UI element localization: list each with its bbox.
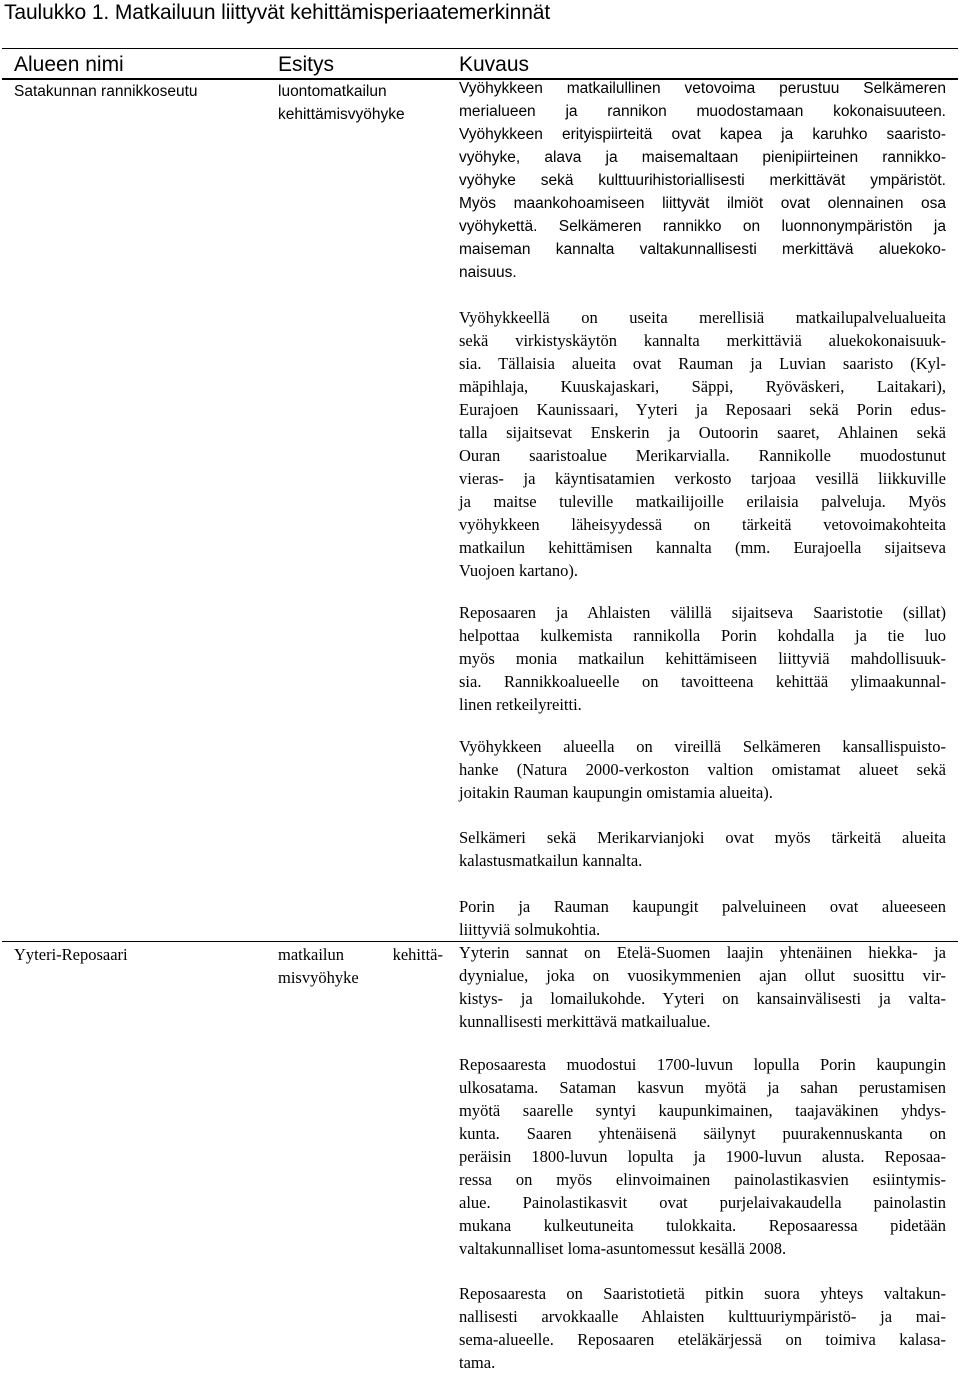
desc-line: dyynialue, joka on vuosikymmenien ajan ollut suosittu vir- [459,966,946,985]
row1-description-fishing [459,828,946,874]
desc-line: Yyterin sannat on Etelä-Suomen laajin yhtenäinen hiekka- ja [459,943,946,962]
desc-line: nallisesti arvokkaalle Ahlaisten kulttuuriympäristö- ja mai- [459,1307,946,1326]
desc-line: kunta. Saaren yhtenäisenä säilynyt puurakennuskanta on [459,1124,946,1143]
row2-description-reposaari [459,1055,946,1262]
row2-presentation-text: matkailun kehittä- [278,945,443,964]
desc-line: mukana kulkeutuneita tulokkaita. Reposaaressa pidetään [459,1216,946,1235]
desc-line: Vyöhykkeellä on useita merellisiä matkailupalvelualueita [459,308,946,327]
desc-line: merialueen ja rannikon muodostamaan kokonaisuuteen. [459,103,946,120]
desc-line: sema-alueelle. Reposaaren eteläkärjessä on toimiva kalasa- [459,1330,946,1349]
top-rule [2,48,958,49]
desc-line: kunnallisesti merkittävä matkailualue. [459,1012,711,1031]
table-caption: Taulukko 1. Matkailuun liittyvät kehittämisperiaatemerkinnät [4,1,551,24]
desc-line: myötä saarelle syntyi kaupunkimainen, taajaväkinen yhdys- [459,1101,946,1120]
desc-line: vyöhykettä. Selkämeren rannikko on luonnonympäristön ja [459,218,946,235]
row2-description-yyteri [459,943,946,1035]
desc-line: helpottaa kulkemista rannikolla Porin kohdalla ja tie luo [459,626,946,645]
row1-presentation-line2: kehittämisvyöhyke [278,106,405,123]
desc-line: vyöhyke sekä kulttuurihistoriallisesti merkittävät ympäristöt. [459,172,946,189]
row2-description-connection [459,1284,946,1376]
desc-line: Ouran saaristoalue Merikarvialla. Rannikolle muodostunut [459,446,946,465]
row1-description-intro [459,80,946,287]
desc-line: ressa on myös elinvoimainen painolastikasvien esiintymis- [459,1170,946,1189]
desc-line: Selkämeri sekä Merikarvianjoki ovat myös tärkeitä alueita [459,828,946,847]
desc-line: vieras- ja käyntisatamien verkosto tarjoaa vesillä liikkuville [459,469,946,488]
desc-line: sekä virkistyskäytön kannalta merkittäviä aluekokonaisuuk- [459,331,946,350]
desc-line: myös monia matkailun kehittämiseen liittyviä mahdollisuuk- [459,649,946,668]
desc-line: Myös maankohoamiseen liittyvät ilmiöt ovat olennainen osa [459,195,946,212]
row2-area-name: Yyteri-Reposaari [14,945,128,964]
column-header-area-name: Alueen nimi [14,53,124,76]
desc-line: Reposaaresta on Saaristotietä pitkin suora yhteys valtakun- [459,1284,946,1303]
row2-presentation-line2: misvyöhyke [278,968,359,987]
desc-line: matkailun kehittämisen kannalta (mm. Eurajoella sijaitseva [459,538,946,557]
desc-line: maiseman kannalta valtakunnallisesti merkittävä aluekoko- [459,241,946,258]
desc-line: peräisin 1800-luvun lopulta ja 1900-luvun alusta. Reposaa- [459,1147,946,1166]
desc-line: linen retkeilyreitti. [459,695,582,714]
desc-line: valtakunnalliset loma-asuntomessut kesällä 2008. [459,1239,787,1258]
desc-line: Porin ja Rauman kaupungit palveluineen ovat alueeseen [459,897,946,916]
desc-line: Vyöhykkeen alueella on vireillä Selkämeren kansallispuisto- [459,737,946,756]
desc-line: Eurajoen Kaunissaari, Yyteri ja Reposaari sekä Porin edus- [459,400,946,419]
desc-line: hanke (Natura 2000-verkoston valtion omistamat alueet sekä [459,760,946,779]
row-divider [2,941,958,942]
desc-line: joitakin Rauman kaupungin omistamia alueita). [459,783,773,802]
row1-description-archipelago-road [459,603,946,718]
row1-description-service-areas [459,308,946,584]
desc-line: mäpihlaja, Kuuskajaskari, Säppi, Ryöväskeri, Laitakari), [459,377,946,396]
desc-line: alue. Painolastikasvit ovat purjelaivakaudella painolastin [459,1193,946,1212]
desc-line: tama. [459,1353,496,1372]
desc-line: Reposaaren ja Ahlaisten välillä sijaitseva Saaristotie (sillat) [459,603,946,622]
desc-line: Vuojoen kartano). [459,561,579,580]
row1-area-name: Satakunnan rannikkoseutu [14,83,198,100]
row1-description-national-park [459,737,946,806]
desc-line: vyöhykkeen läheisyydessä on tärkeitä vetovoimakohteita [459,515,946,534]
row1-description-cities [459,897,946,943]
desc-line: Reposaaresta muodostui 1700-luvun lopulla Porin kaupungin [459,1055,946,1074]
row2-presentation-line1 [278,943,443,966]
desc-line: liittyviä solmukohtia. [459,920,601,939]
row1-presentation-line1: luontomatkailun [278,83,387,100]
desc-line: kalastusmatkailun kannalta. [459,851,643,870]
desc-line: ulkosatama. Sataman kasvun myötä ja sahan perustamisen [459,1078,946,1097]
desc-line: sia. Rannikkoalueelle on tavoitteena kehittää ylimaakunnal- [459,672,946,691]
desc-line: naisuus. [459,264,517,281]
desc-line: sia. Tällaisia alueita ovat Rauman ja Luvian saaristo (Kyl- [459,354,946,373]
desc-line: vyöhyke, alava ja maisemaltaan pienipiirteinen rannikko- [459,149,946,166]
desc-line: ja maitse tuleville matkailijoille erilaisia palveluja. Myös [459,492,946,511]
desc-line: Vyöhykkeen erityispiirteitä ovat kapea ja karuhko saaristo- [459,126,946,143]
column-header-presentation: Esitys [278,53,335,76]
column-header-description: Kuvaus [459,53,530,76]
desc-line: kistys- ja lomailukohde. Yyteri on kansainvälisesti ja valta- [459,989,946,1008]
desc-line: Vyöhykkeen matkailullinen vetovoima perustuu Selkämeren [459,80,946,97]
desc-line: talla sijaitsevat Enskerin ja Outoorin saaret, Ahlainen sekä [459,423,946,442]
